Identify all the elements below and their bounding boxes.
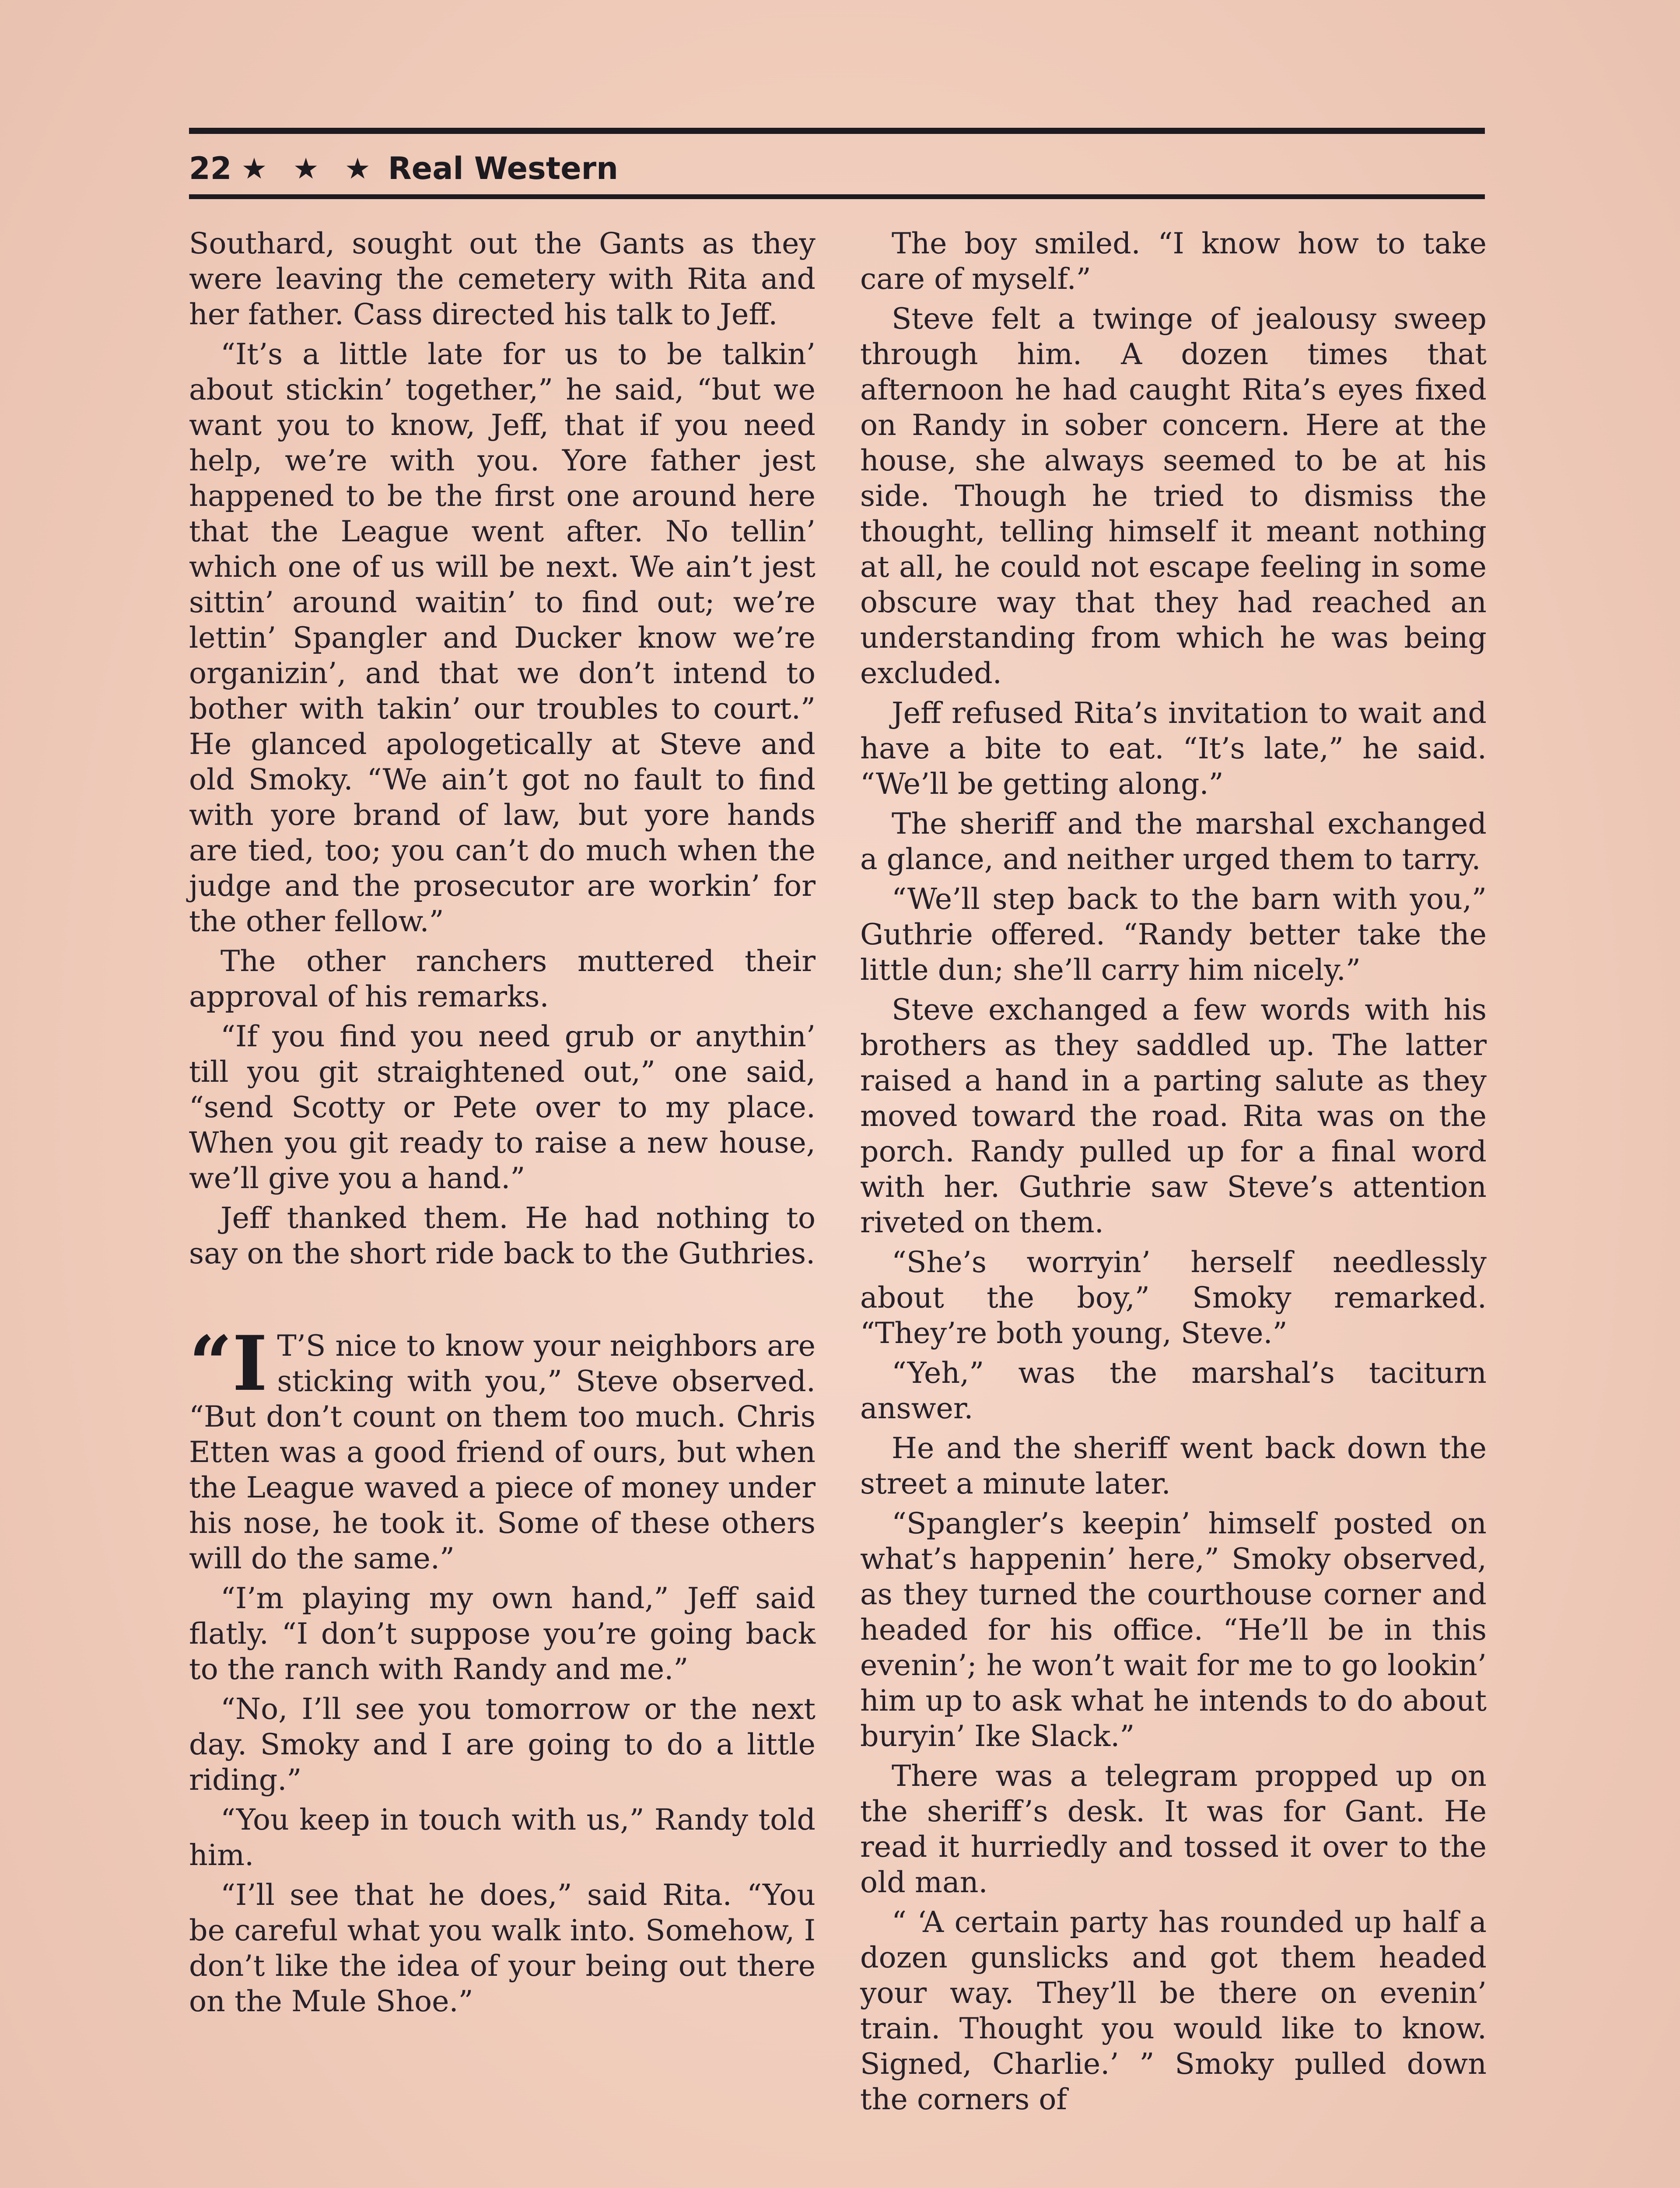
header-top-rule (189, 128, 1485, 134)
paragraph: “I’ll see that he does,” said Rita. “You be careful what you walk into. Somehow, I don’t like the idea of your being out there on the Mule Shoe.” (189, 1878, 816, 2018)
paragraph: “It’s a little late for us to be talkin’ about stickin’ together,” he said, “but we want you to know, Jeff, that if you need help, we’re with you. Yore father jest happened to be the first one around here that the League went after. No tellin’ which one of us will be next. We ain’t jest sittin’ around waitin’ to find out; we’re lettin’ Spangler and Ducker know we’re organizin’, and that we don’t intend to bother with takin’ our troubles to court.” He glanced apologetically at Steve and old Smoky. “We ain’t got no fault to find with yore brand of law, but yore hands are tied, too; you can’t do much when the judge and the prosecutor are workin’ for the other fellow.” (189, 337, 816, 938)
paragraph: There was a telegram propped up on the sheriff’s desk. It was for Gant. He read it hurriedly and tossed it over to the old man. (860, 1759, 1487, 1899)
paragraph: “No, I’ll see you tomorrow or the next day. Smoky and I are going to do a little riding.” (189, 1692, 816, 1797)
paragraph: “Yeh,” was the marshal’s taciturn answer. (860, 1356, 1487, 1425)
paragraph: Southard, sought out the Gants as they were leaving the cemetery with Rita and her father. Cass directed his talk to Jeff. (189, 226, 816, 331)
paragraph: Steve exchanged a few words with his brothers as they saddled up. The latter raised a hand in a parting salute as they moved toward the road. Rita was on the porch. Randy pulled up for a final word with her. Guthrie saw Steve’s attention riveted on them. (860, 992, 1487, 1239)
paragraph: The other ranchers muttered their approval of his remarks. (189, 944, 816, 1013)
paragraph: “She’s worryin’ herself needlessly about the boy,” Smoky remarked. “They’re both young, Steve.” (860, 1245, 1487, 1350)
section-opening-paragraph (189, 1319, 816, 1576)
page-header (189, 147, 618, 190)
paragraph: “If you find you need grub or anythin’ till you git straightened out,” one said, “send Scotty or Pete over to my place. When you git ready to raise a new house, we’ll give you a hand.” (189, 1019, 816, 1195)
header-stars: ★ ★ ★ (241, 151, 378, 186)
paragraph: Steve felt a twinge of jealousy sweep through him. A dozen times that afternoon he had caught Rita’s eyes fixed on Randy in sober concern. Here at the house, she always seemed to be at his side. Though he tried to dismiss the thought, telling himself it meant nothing at all, he could not escape feeling in some obscure way that they had reached an understanding from which he was being excluded. (860, 302, 1487, 690)
drop-cap: “I (189, 1319, 268, 1408)
right-column (860, 226, 1487, 2188)
header-bottom-rule (189, 194, 1485, 199)
paragraph: Jeff thanked them. He had nothing to say on the short ride back to the Guthries. (189, 1201, 816, 1270)
paragraph: “You keep in touch with us,” Randy told him. (189, 1802, 816, 1872)
magazine-title: Real Western (388, 151, 619, 186)
paragraph: “I’m playing my own hand,” Jeff said flatly. “I don’t suppose you’re going back to the ranch with Randy and me.” (189, 1581, 816, 1686)
paragraph: Jeff refused Rita’s invitation to wait and have a bite to eat. “It’s late,” he said. “We’ll be getting along.” (860, 696, 1487, 801)
paragraph: The sheriff and the marshal exchanged a glance, and neither urged them to tarry. (860, 806, 1487, 876)
left-column (189, 226, 816, 2188)
paragraph: “ ‘A certain party has rounded up half a dozen gunslicks and got them headed your way. They’ll be there on evenin’ train. Thought you would like to know. Signed, Charlie.’ ” Smoky pulled down the corners of (860, 1905, 1487, 2116)
paragraph: The boy smiled. “I know how to take care of myself.” (860, 226, 1487, 296)
paragraph: “Spangler’s keepin’ himself posted on what’s happenin’ here,” Smoky observed, as they turned the courthouse corner and headed for his office. “He’ll be in this evenin’; he won’t wait for me to go lookin’ him up to ask what he intends to do about buryin’ Ike Slack.” (860, 1506, 1487, 1753)
paragraph-text: T’S nice to know your neighbors are sticking with you,” Steve observed. “But don’t count on them too much. Chris Etten was a good friend of ours, but when the League waved a piece of money under his nose, he took it. Some of these others will do the same.” (189, 1329, 816, 1575)
paragraph: He and the sheriff went back down the street a minute later. (860, 1431, 1487, 1501)
page-number: 22 (189, 151, 232, 186)
paragraph: “We’ll step back to the barn with you,” Guthrie offered. “Randy better take the little dun; she’ll carry him nicely.” (860, 882, 1487, 987)
